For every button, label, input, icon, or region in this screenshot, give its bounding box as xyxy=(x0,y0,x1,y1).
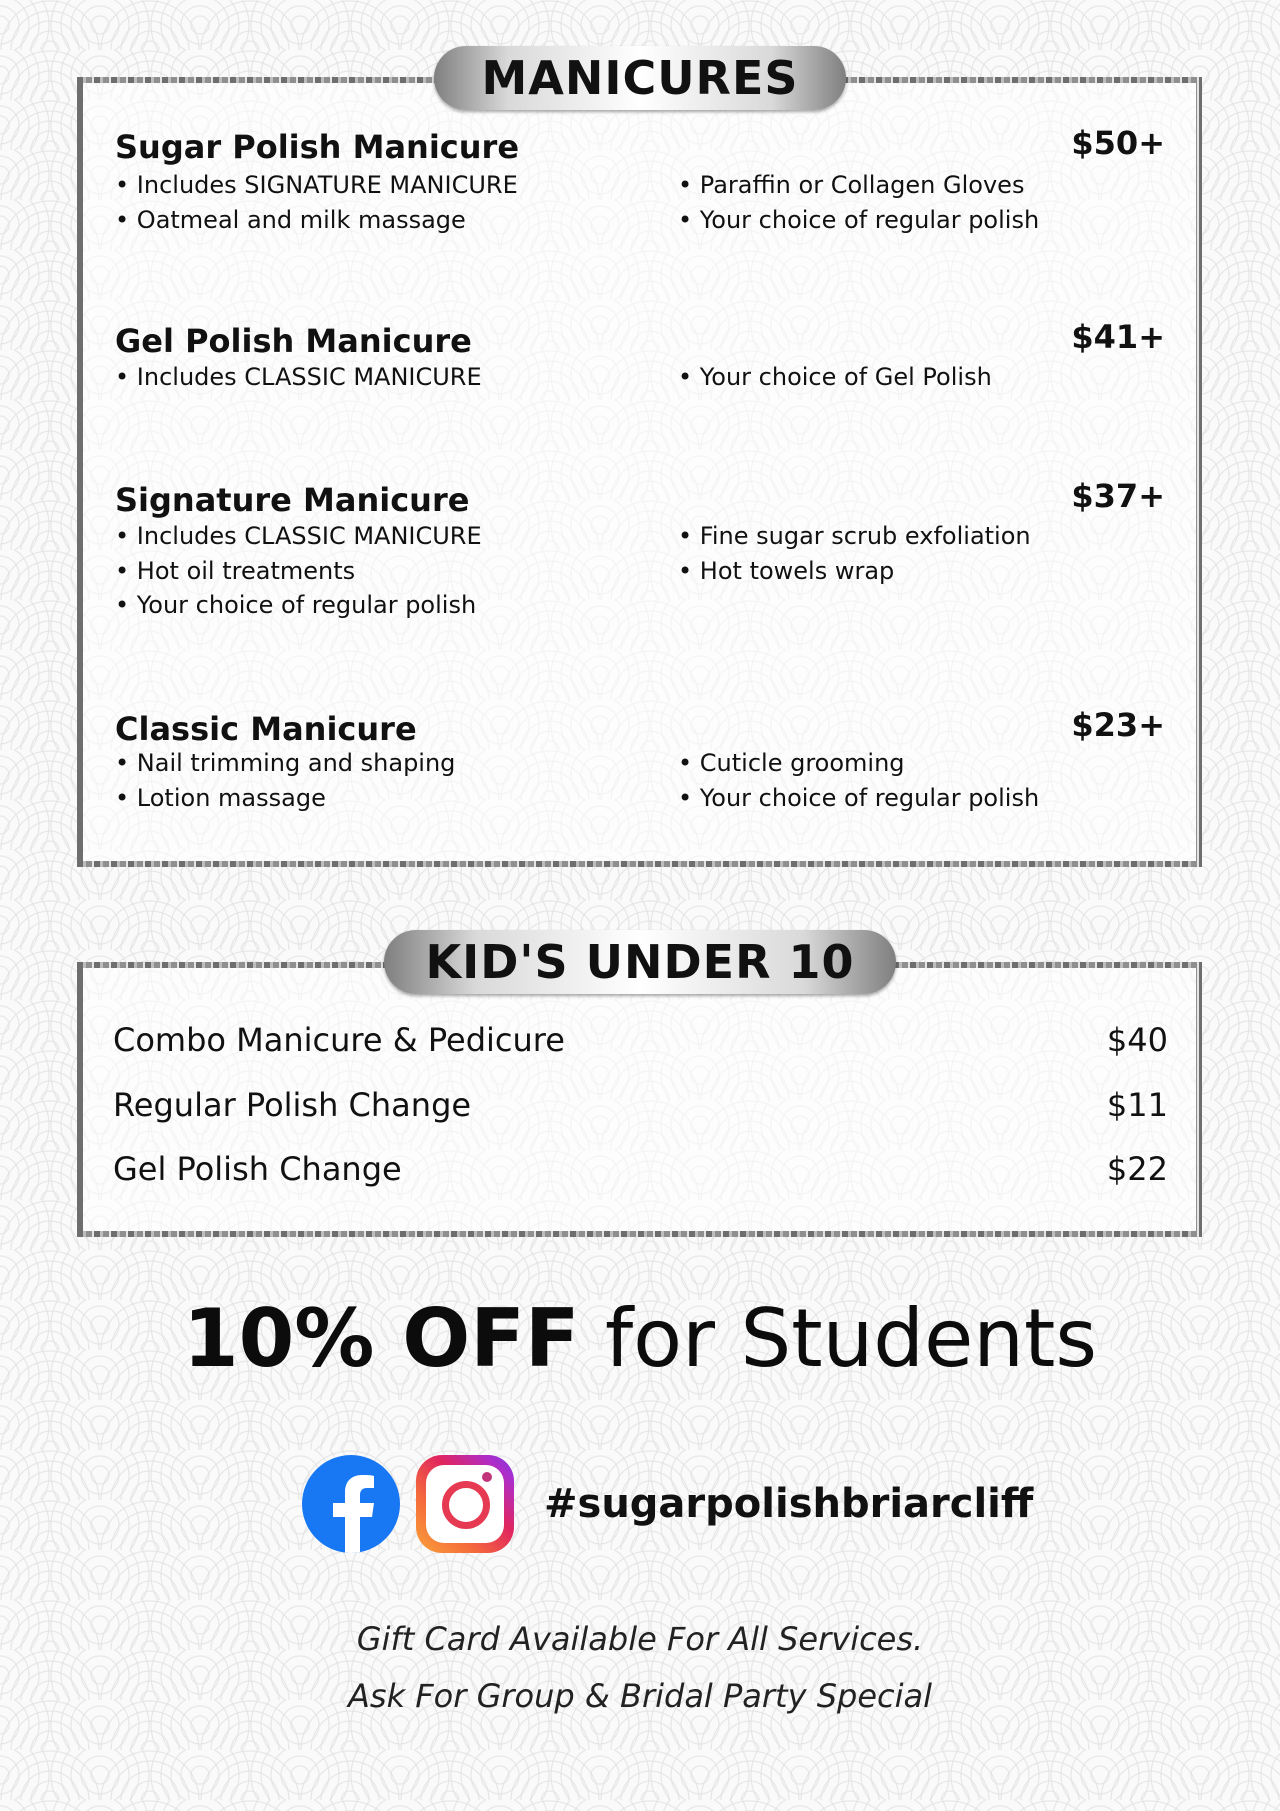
detail-item: • Includes CLASSIC MANICURE xyxy=(115,360,482,395)
detail-item: • Hot towels wrap xyxy=(678,554,1031,589)
kids-heading: KID'S UNDER 10 xyxy=(384,930,896,994)
service-details-left xyxy=(115,168,518,237)
detail-item: • Nail trimming and shaping xyxy=(115,746,455,781)
detail-item: • Includes CLASSIC MANICURE xyxy=(115,519,482,554)
kids-item-price: $22 xyxy=(1106,1150,1168,1188)
instagram-lens xyxy=(442,1481,490,1529)
kids-item-name: Regular Polish Change xyxy=(113,1086,472,1124)
detail-item: • Your choice of regular polish xyxy=(115,588,482,623)
service-price: $41+ xyxy=(1071,318,1165,356)
service-details-left xyxy=(115,360,482,395)
service-details-right xyxy=(678,360,992,395)
detail-item: • Paraffin or Collagen Gloves xyxy=(678,168,1039,203)
facebook-glyph xyxy=(302,1455,400,1553)
discount-amount: 10% OFF xyxy=(182,1292,580,1385)
student-discount xyxy=(0,1292,1280,1385)
kids-item-price: $40 xyxy=(1106,1021,1168,1059)
detail-item: • Cuticle grooming xyxy=(678,746,1039,781)
service-price: $23+ xyxy=(1071,706,1165,744)
detail-item: • Hot oil treatments xyxy=(115,554,482,589)
service-name: Signature Manicure xyxy=(115,481,470,519)
kids-item-regular-polish xyxy=(113,1086,1168,1124)
gift-card-note: Gift Card Available For All Services. xyxy=(356,1620,924,1658)
service-details-left xyxy=(115,519,482,623)
service-details-right xyxy=(678,168,1039,237)
discount-text: for Students xyxy=(579,1292,1098,1385)
service-name: Gel Polish Manicure xyxy=(115,322,472,360)
detail-item: • Oatmeal and milk massage xyxy=(115,203,518,238)
detail-item: • Fine sugar scrub exfoliation xyxy=(678,519,1031,554)
group-special-note: Ask For Group & Bridal Party Special xyxy=(348,1677,932,1715)
service-name: Sugar Polish Manicure xyxy=(115,128,520,166)
service-price: $50+ xyxy=(1071,124,1165,162)
kids-item-name: Gel Polish Change xyxy=(113,1150,402,1188)
service-price: $37+ xyxy=(1071,477,1165,515)
service-details-left xyxy=(115,746,455,815)
detail-item: • Your choice of Gel Polish xyxy=(678,360,992,395)
kids-item-combo xyxy=(113,1021,1168,1059)
service-name: Classic Manicure xyxy=(115,710,417,748)
facebook-icon[interactable] xyxy=(302,1455,400,1553)
detail-item: • Includes SIGNATURE MANICURE xyxy=(115,168,518,203)
instagram-icon[interactable] xyxy=(416,1455,514,1553)
instagram-dot xyxy=(482,1472,492,1482)
detail-item: • Lotion massage xyxy=(115,781,455,816)
kids-item-gel-polish xyxy=(113,1150,1168,1188)
service-details-right xyxy=(678,746,1039,815)
social-row xyxy=(302,1455,1033,1553)
manicures-heading: MANICURES xyxy=(434,46,846,110)
detail-item: • Your choice of regular polish xyxy=(678,781,1039,816)
detail-item: • Your choice of regular polish xyxy=(678,203,1039,238)
service-details-right xyxy=(678,519,1031,588)
hashtag: #sugarpolishbriarcliff xyxy=(544,1481,1034,1527)
kids-item-name: Combo Manicure & Pedicure xyxy=(113,1021,565,1059)
kids-item-price: $11 xyxy=(1106,1086,1168,1124)
